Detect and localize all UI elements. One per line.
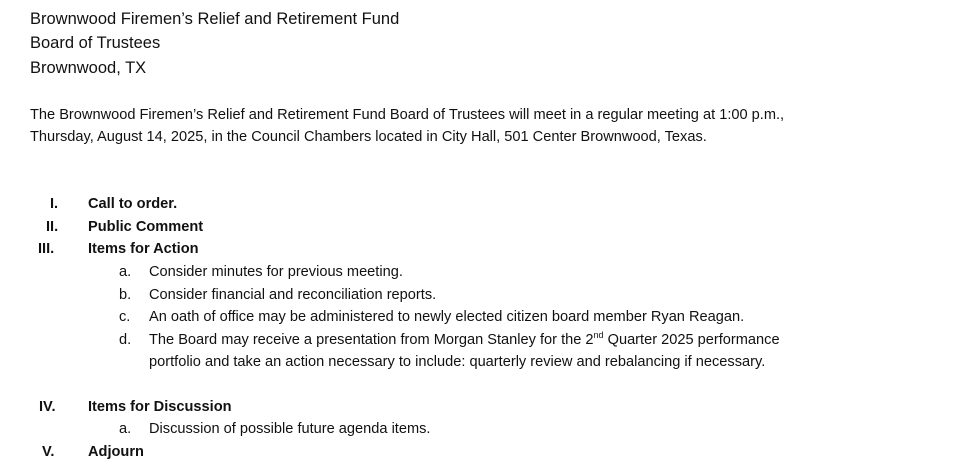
section-title: Adjourn — [88, 444, 144, 460]
ordinal-suffix: nd — [593, 330, 604, 341]
meeting-notice-line-1: The Brownwood Firemen’s Relief and Retirement Fund Board of Trustees will meet in a regular meeting at 1:00 p.m., — [30, 107, 785, 123]
section-number: III. — [38, 241, 55, 257]
item-letter: a. — [119, 421, 132, 437]
item-text-part: The Board may receive a presentation from Morgan Stanley for the 2 — [149, 332, 594, 348]
meeting-notice-line-2: Thursday, August 14, 2025, in the Council Chambers located in City Hall, 501 Center Brownwood, Texas. — [30, 129, 707, 145]
item-text: Consider minutes for previous meeting. — [149, 264, 403, 280]
section-title: Items for Discussion — [88, 399, 232, 415]
section-number: V. — [42, 444, 55, 460]
item-text: Discussion of possible future agenda items. — [149, 421, 431, 437]
item-letter: b. — [119, 287, 132, 303]
section-number: IV. — [39, 399, 56, 415]
item-letter: a. — [119, 264, 132, 280]
location: Brownwood, TX — [30, 59, 147, 77]
section-title: Items for Action — [88, 241, 199, 257]
board-name: Board of Trustees — [30, 34, 161, 52]
section-number: II. — [46, 219, 59, 235]
item-text: portfolio and take an action necessary to include: quarterly review and rebalancing if necessary. — [149, 354, 766, 370]
section-title: Call to order. — [88, 196, 178, 212]
item-text-part: Quarter 2025 performance — [603, 332, 780, 348]
item-letter: d. — [119, 332, 132, 348]
organization-name: Brownwood Firemen’s Relief and Retirement Fund — [30, 10, 400, 28]
section-title: Public Comment — [88, 219, 204, 235]
item-text: Consider financial and reconciliation reports. — [149, 287, 437, 303]
item-text — [149, 330, 780, 350]
item-letter: c. — [119, 309, 131, 325]
item-text: An oath of office may be administered to newly elected citizen board member Ryan Reagan. — [149, 309, 745, 325]
section-number: I. — [50, 196, 59, 212]
